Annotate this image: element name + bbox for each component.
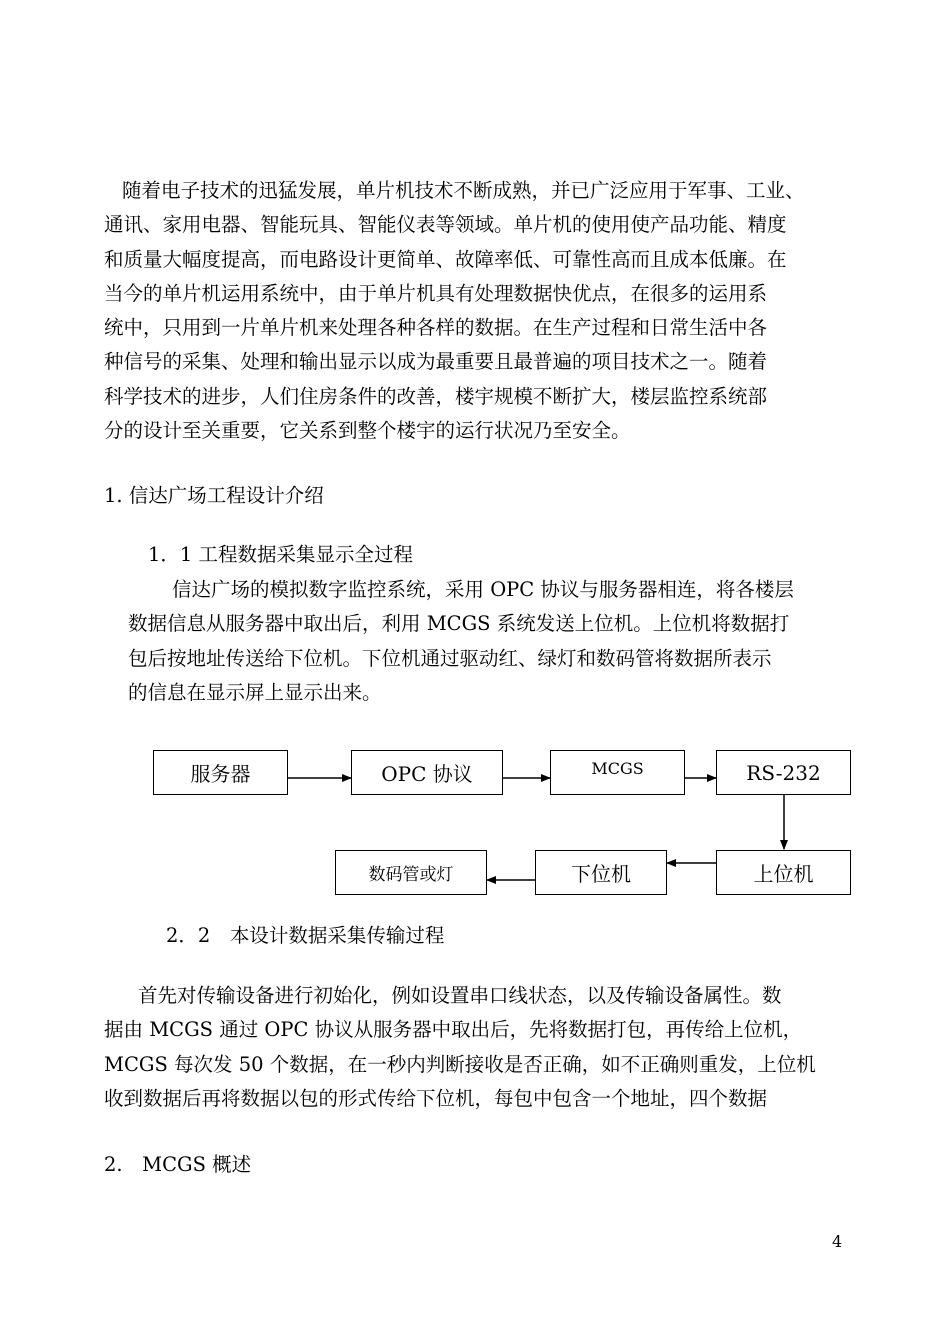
page-number: 4 [832,1232,843,1251]
sub2-line: 首先对传输设备进行初始化，例如设置串口线状态，以及传输设备属性。数 [138,984,782,1007]
intro-line: 和质量大幅度提高，而电路设计更简单、故障率低、可靠性高而且成本低廉。在 [104,247,787,271]
intro-line: 科学技术的进步，人们住房条件的改善，楼宇规模不断扩大，楼层监控系统部 [104,384,768,408]
intro-line: 分的设计至关重要，它关系到整个楼宇的运行状况乃至安全。 [104,419,631,443]
sub1-line: 的信息在显示屏上显示出来。 [128,680,382,704]
intro-paragraph [104,174,848,448]
flow-box-display: 数码管或灯 [335,850,487,895]
sub1-line: 数据信息从服务器中取出后，利用 MCGS 系统发送上位机。上位机将数据打 [128,612,790,636]
section-2-heading: 2. MCGS 概述 [104,1153,252,1176]
subsection-2-2-paragraph [104,979,848,1116]
intro-line: 随着电子技术的迅猛发展，单片机技术不断成熟，并已广泛应用于军事、工业、 [122,179,805,202]
sub1-line: 包后按地址传送给下位机。下位机通过驱动红、绿灯和数码管将数据所表示 [128,646,772,670]
flow-box-mcgs: MCGS [550,750,685,795]
sub2-line: 据由 MCGS 通过 OPC 协议从服务器中取出后，先将数据打包，再传给上位机， [104,1018,803,1042]
sub2-line: 收到数据后再将数据以包的形式传给下位机，每包中包含一个地址，四个数据 [104,1086,768,1110]
subsection-1-1-heading: 1．1 工程数据采集显示全过程 [148,543,414,566]
sub1-line: 信达广场的模拟数字监控系统，采用 OPC 协议与服务器相连，将各楼层 [172,578,794,601]
flow-box-server: 服务器 [153,750,288,795]
subsection-2-2-heading: 2．2 本设计数据采集传输过程 [166,924,445,947]
sub2-line: MCGS 每次发 50 个数据，在一秒内判断接收是否正确，如不正确则重发，上位机 [104,1052,816,1076]
subsection-1-1-paragraph [128,573,850,710]
intro-line: 种信号的采集、处理和输出显示以成为最重要且最普遍的项目技术之一。随着 [104,350,768,374]
flow-box-host: 上位机 [716,850,851,895]
intro-line: 通讯、家用电器、智能玩具、智能仪表等领域。单片机的使用使产品功能、精度 [104,213,787,237]
flow-box-slave: 下位机 [535,850,667,895]
section-1-heading: 1. 信达广场工程设计介绍 [104,484,324,507]
intro-line: 当今的单片机运用系统中，由于单片机具有处理数据快优点，在很多的运用系 [104,281,768,305]
flow-box-opc: OPC 协议 [351,750,503,795]
flow-box-rs232: RS-232 [716,750,851,795]
intro-line: 统中，只用到一片单片机来处理各种各样的数据。在生产过程和日常生活中各 [104,316,768,340]
